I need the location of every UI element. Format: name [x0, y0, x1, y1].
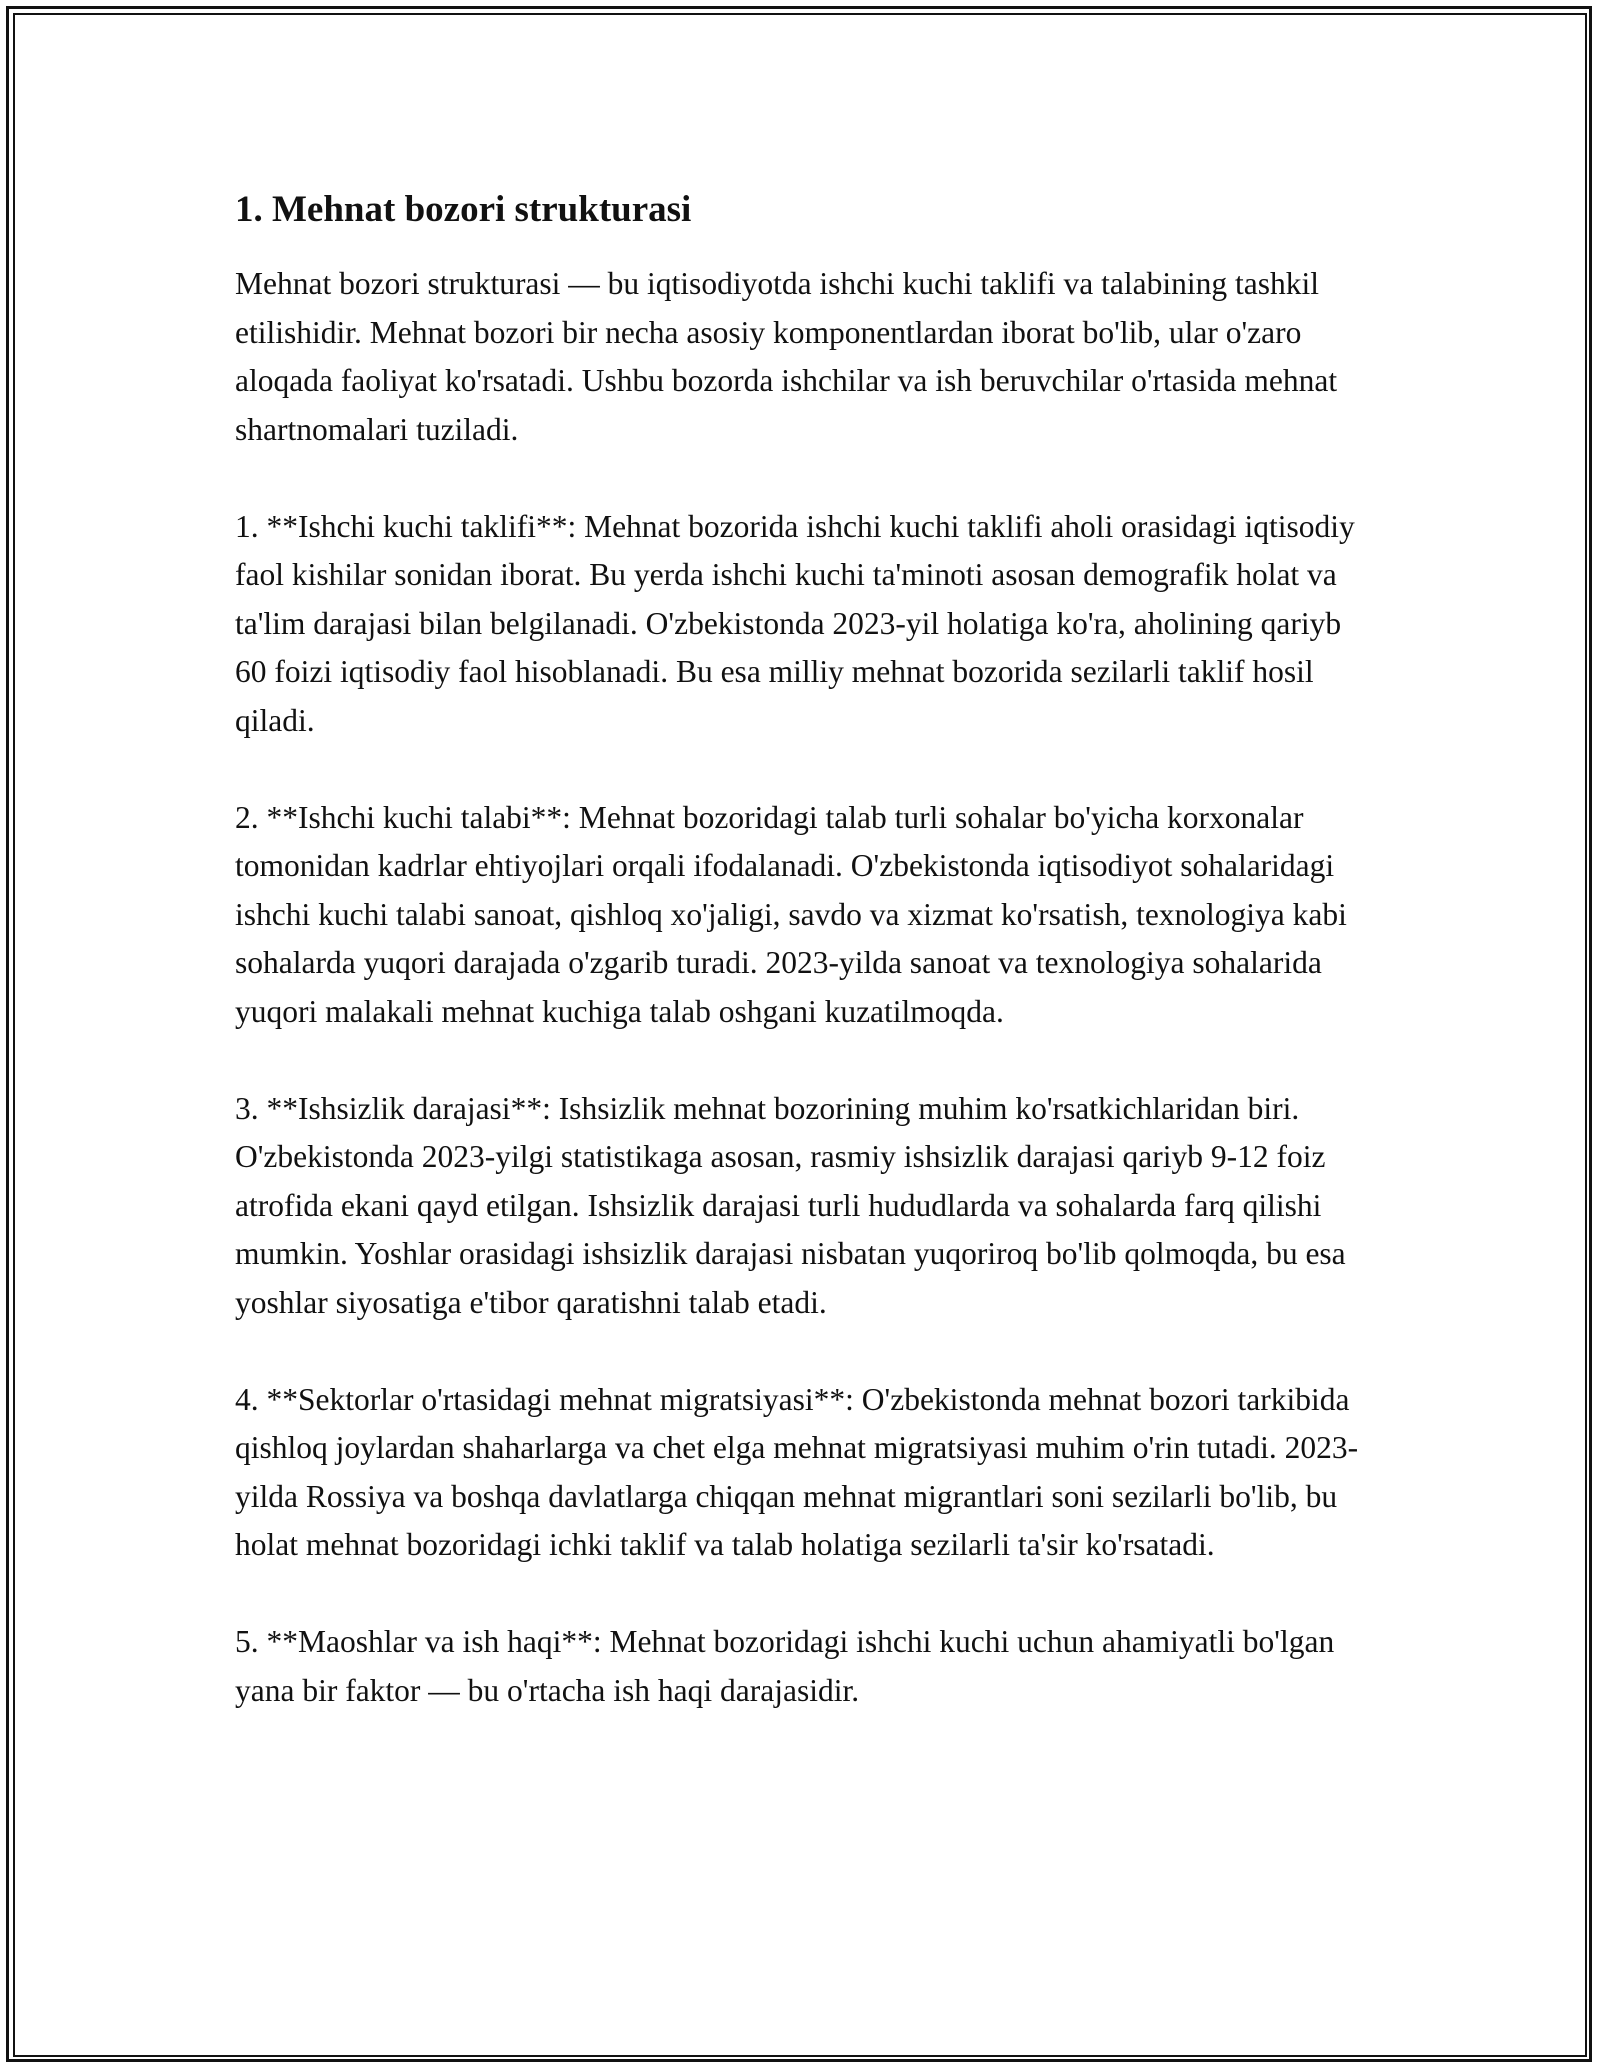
wages-paragraph: 5. **Maoshlar va ish haqi**: Mehnat bozoridagi ishchi kuchi uchun ahamiyatli bo'lgan yana bir faktor — bu o'rtacha ish haqi darajasidir. [235, 1624, 1335, 1708]
document-body [235, 186, 1370, 1764]
intro-paragraph: Mehnat bozori strukturasi — bu iqtisodiyotda ishchi kuchi taklifi va talabining tashkil etilishidir. Mehnat bozori bir necha asosiy komponentlardan iborat bo'lib, ular o'zaro aloqada faoliyat ko'rsatadi. Ushbu bozorda ishchilar va ish beruvchilar o'rtasida mehnat shartnomalari tuziladi. [235, 266, 1338, 447]
labor-supply-paragraph: 1. **Ishchi kuchi taklifi**: Mehnat bozorida ishchi kuchi taklifi aholi orasidagi iqtisodiy faol kishilar sonidan iborat. Bu yerda ishchi kuchi ta'minoti asosan demografik holat va ta'lim darajasi bilan belgilanadi. O'zbekistonda 2023-yil holatiga ko'ra, aholining qariyb 60 foizi iqtisodiy faol hisoblanadi. Bu esa milliy mehnat bozorida sezilarli taklif hosil qiladi. [235, 508, 1355, 738]
unemployment-paragraph: 3. **Ishsizlik darajasi**: Ishsizlik mehnat bozorining muhim ko'rsatkichlaridan biri. O'zbekistonda 2023-yilgi statistikaga asosan, rasmiy ishsizlik darajasi qariyb 9-12 foiz atrofida ekani qayd etilgan. Ishsizlik darajasi turli hududlarda va sohalarda farq qilishi mumkin. Yoshlar orasidagi ishsizlik darajasi nisbatan yuqoriroq bo'lib qolmoqda, bu esa yoshlar siyosatiga e'tibor qaratishni talab etadi. [235, 1090, 1346, 1320]
labor-demand-paragraph: 2. **Ishchi kuchi talabi**: Mehnat bozoridagi talab turli sohalar bo'yicha korxonalar tomonidan kadrlar ehtiyojlari orqali ifodalanadi. O'zbekistonda iqtisodiyot sohalaridagi ishchi kuchi talabi sanoat, qishloq xo'jaligi, savdo va xizmat ko'rsatish, texnologiya kabi sohalarda yuqori darajada o'zgarib turadi. 2023-yilda sanoat va texnologiya sohalarida yuqori malakali mehnat kuchiga talab oshgani kuzatilmoqda. [235, 799, 1347, 1029]
document-title: 1. Mehnat bozori strukturasi [235, 189, 692, 230]
labor-migration-paragraph: 4. **Sektorlar o'rtasidagi mehnat migratsiyasi**: O'zbekistonda mehnat bozori tarkibida qishloq joylardan shaharlarga va chet elga mehnat migratsiyasi muhim o'rin tutadi. 2023-yilda Rossiya va boshqa davlatlarga chiqqan mehnat migrantlari soni sezilarli bo'lib, bu holat mehnat bozoridagi ichki taklif va talab holatiga sezilarli ta'sir ko'rsatadi. [235, 1381, 1359, 1562]
